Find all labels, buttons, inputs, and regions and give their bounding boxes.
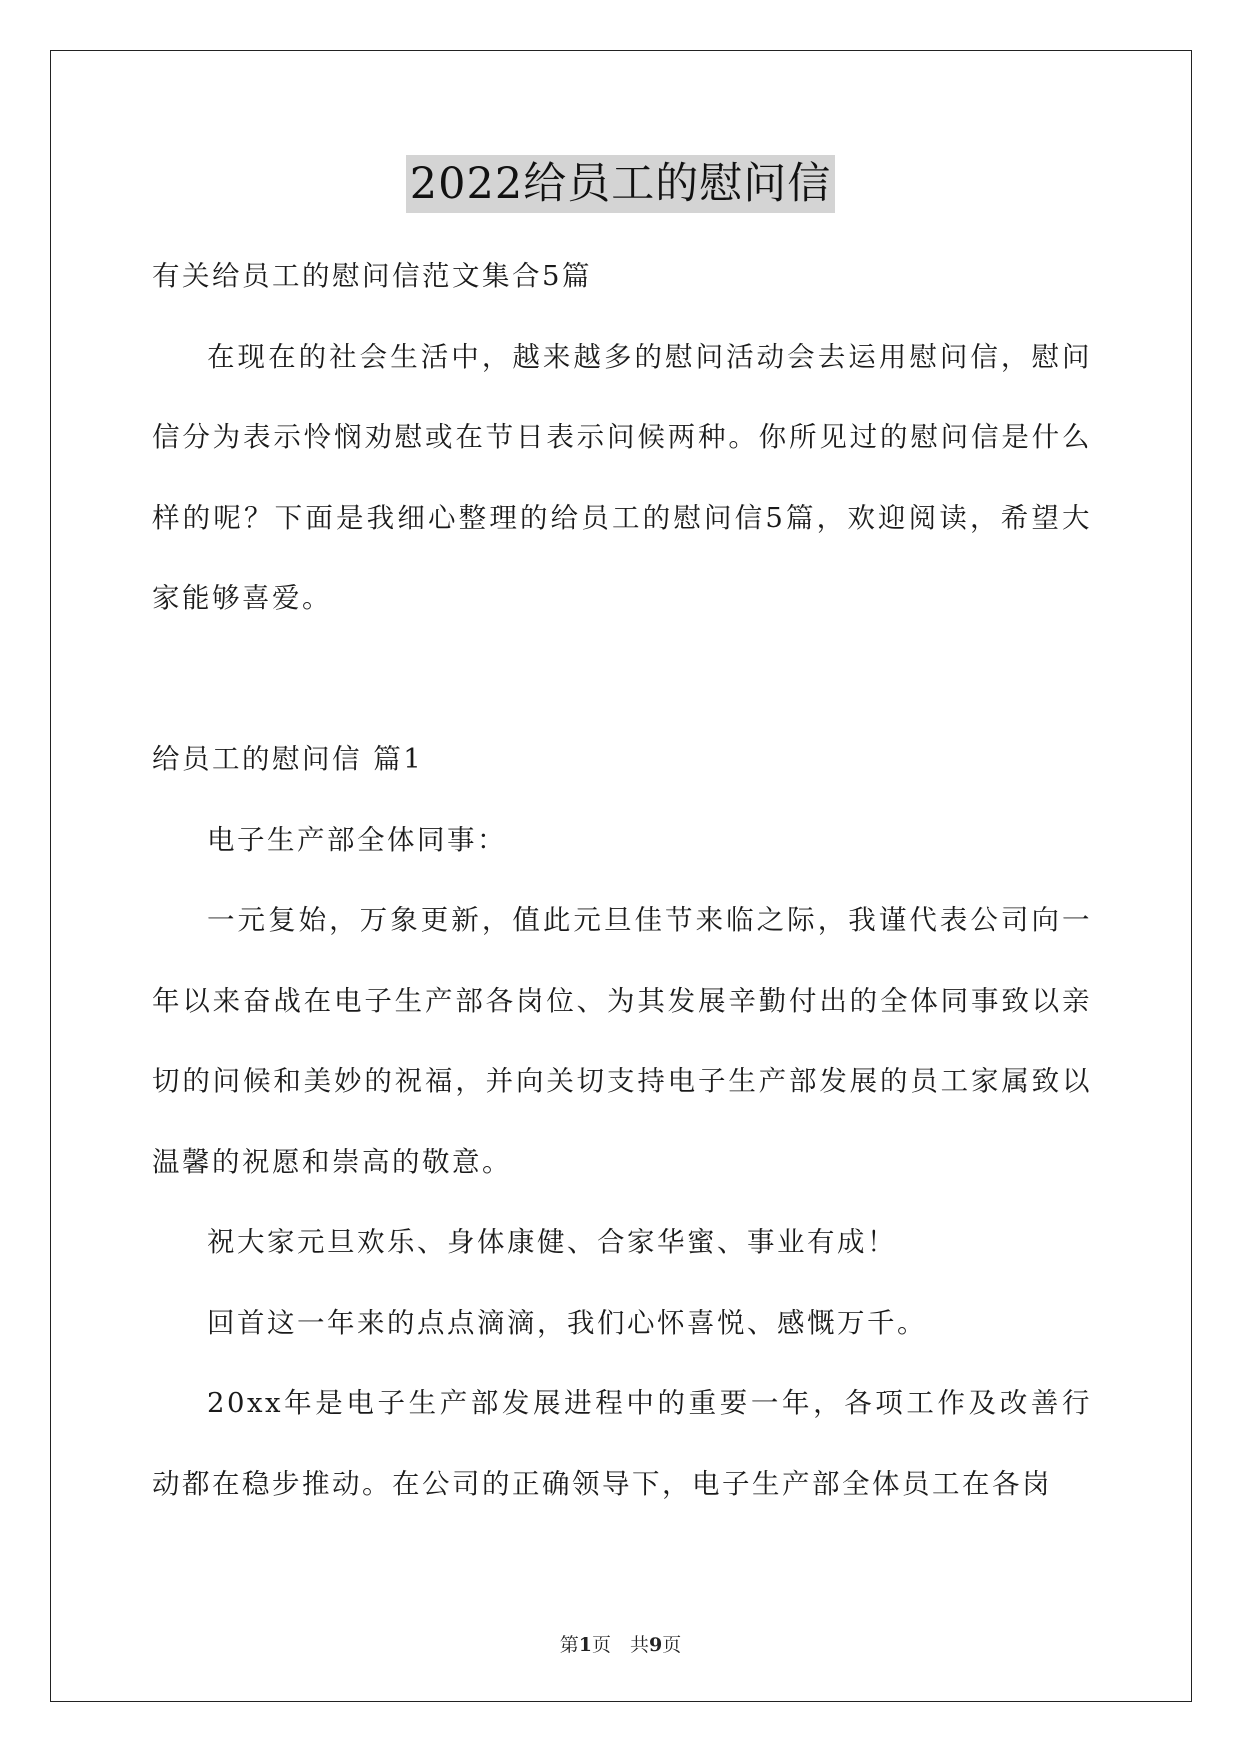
document-title: 2022给员工的慰问信 <box>406 155 835 213</box>
footer-page-suffix: 页 <box>662 1634 682 1656</box>
title-container <box>0 155 1241 213</box>
body-paragraph: 回首这一年来的点点滴滴，我们心怀喜悦、感慨万千。 <box>207 1306 927 1339</box>
body-paragraph: 一元复始，万象更新，值此元旦佳节来临之际，我谨代表公司向一年以来奋战在电子生产部各岗位、为其发展辛勤付出的全体同事致以亲切的问候和美妙的祝福，并向关切支持电子生产部发展的员工家属致以温馨的祝愿和崇高的敬意。 <box>152 904 1092 1178</box>
section-heading: 给员工的慰问信 篇1 <box>152 743 424 775</box>
document-body <box>152 236 1092 1524</box>
document-subtitle: 有关给员工的慰问信范文集合5篇 <box>152 260 592 292</box>
section-spacer <box>152 639 1092 720</box>
current-page-number: 1 <box>578 1634 592 1656</box>
salutation: 电子生产部全体同事： <box>207 823 507 856</box>
total-page-number: 9 <box>649 1634 663 1656</box>
intro-paragraph: 在现在的社会生活中，越来越多的慰问活动会去运用慰问信，慰问信分为表示怜悯劝慰或在节日表示问候两种。你所见过的慰问信是什么样的呢？下面是我细心整理的给员工的慰问信5篇，欢迎阅读，希望大家能够喜爱。 <box>152 340 1092 614</box>
footer-page-prefix: 第 <box>559 1634 579 1656</box>
body-paragraph: 20xx年是电子生产部发展进程中的重要一年，各项工作及改善行动都在稳步推动。在公司的正确领导下，电子生产部全体员工在各岗 <box>152 1387 1092 1500</box>
body-paragraph: 祝大家元旦欢乐、身体康健、合家华蜜、事业有成！ <box>207 1226 897 1258</box>
footer-page-mid: 页 共 <box>591 1634 649 1656</box>
page-footer <box>0 1630 1241 1657</box>
